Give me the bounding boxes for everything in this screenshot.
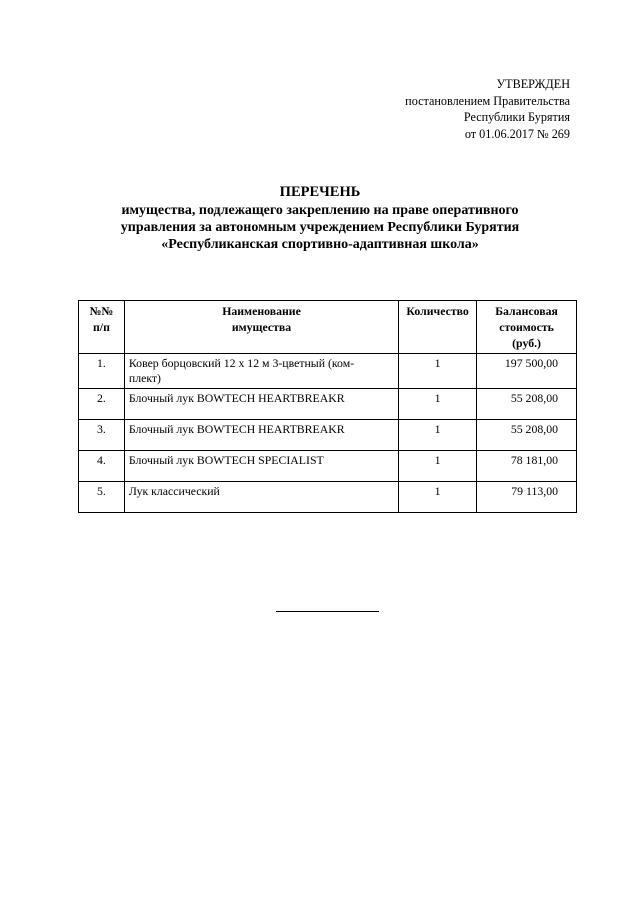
- document-title: [0, 183, 640, 253]
- title-line: имущества, подлежащего закреплению на праве оперативного: [121, 203, 519, 218]
- header-quantity: Количество: [399, 301, 477, 354]
- table-row: [79, 389, 577, 420]
- title-line: «Республиканская спортивно-адаптивная школа»: [161, 237, 479, 252]
- row-name: Лук классический: [124, 482, 398, 513]
- approval-line: постановлением Правительства: [405, 93, 570, 108]
- row-quantity: 1: [399, 420, 477, 451]
- table-row: [79, 354, 577, 389]
- row-number: 2.: [79, 389, 125, 420]
- header-value: Балансовая стоимость (руб.): [477, 301, 577, 354]
- row-value: 55 208,00: [477, 420, 577, 451]
- table-row: [79, 482, 577, 513]
- row-number: 4.: [79, 451, 125, 482]
- row-number: 1.: [79, 354, 125, 389]
- row-quantity: 1: [399, 354, 477, 389]
- row-number: 3.: [79, 420, 125, 451]
- closing-separator-line: [276, 611, 379, 612]
- title-line: управления за автономным учреждением Республики Бурятия: [120, 220, 520, 235]
- row-name: Блочный лук BOWTECH HEARTBREAKR: [124, 420, 398, 451]
- row-number: 5.: [79, 482, 125, 513]
- title-heading: ПЕРЕЧЕНЬ: [279, 184, 361, 200]
- approval-stamp: [405, 76, 570, 142]
- table-row: [79, 420, 577, 451]
- row-value: 197 500,00: [477, 354, 577, 389]
- header-number: №№ п/п: [79, 301, 125, 354]
- row-name: Ковер борцовский 12 х 12 м 3-цветный (ком- плект): [124, 354, 398, 389]
- approval-line: УТВЕРЖДЕН: [496, 77, 570, 91]
- header-name: Наименование имущества: [124, 301, 398, 354]
- row-value: 55 208,00: [477, 389, 577, 420]
- table-row: [79, 451, 577, 482]
- approval-line: Республики Бурятия: [463, 110, 570, 124]
- row-name: Блочный лук BOWTECH HEARTBREAKR: [124, 389, 398, 420]
- row-quantity: 1: [399, 482, 477, 513]
- row-value: 79 113,00: [477, 482, 577, 513]
- table-header-row: [79, 301, 577, 354]
- row-quantity: 1: [399, 451, 477, 482]
- row-value: 78 181,00: [477, 451, 577, 482]
- property-table: [78, 300, 577, 513]
- approval-line: от 01.06.2017 № 269: [464, 126, 570, 141]
- row-quantity: 1: [399, 389, 477, 420]
- row-name: Блочный лук BOWTECH SPECIALIST: [124, 451, 398, 482]
